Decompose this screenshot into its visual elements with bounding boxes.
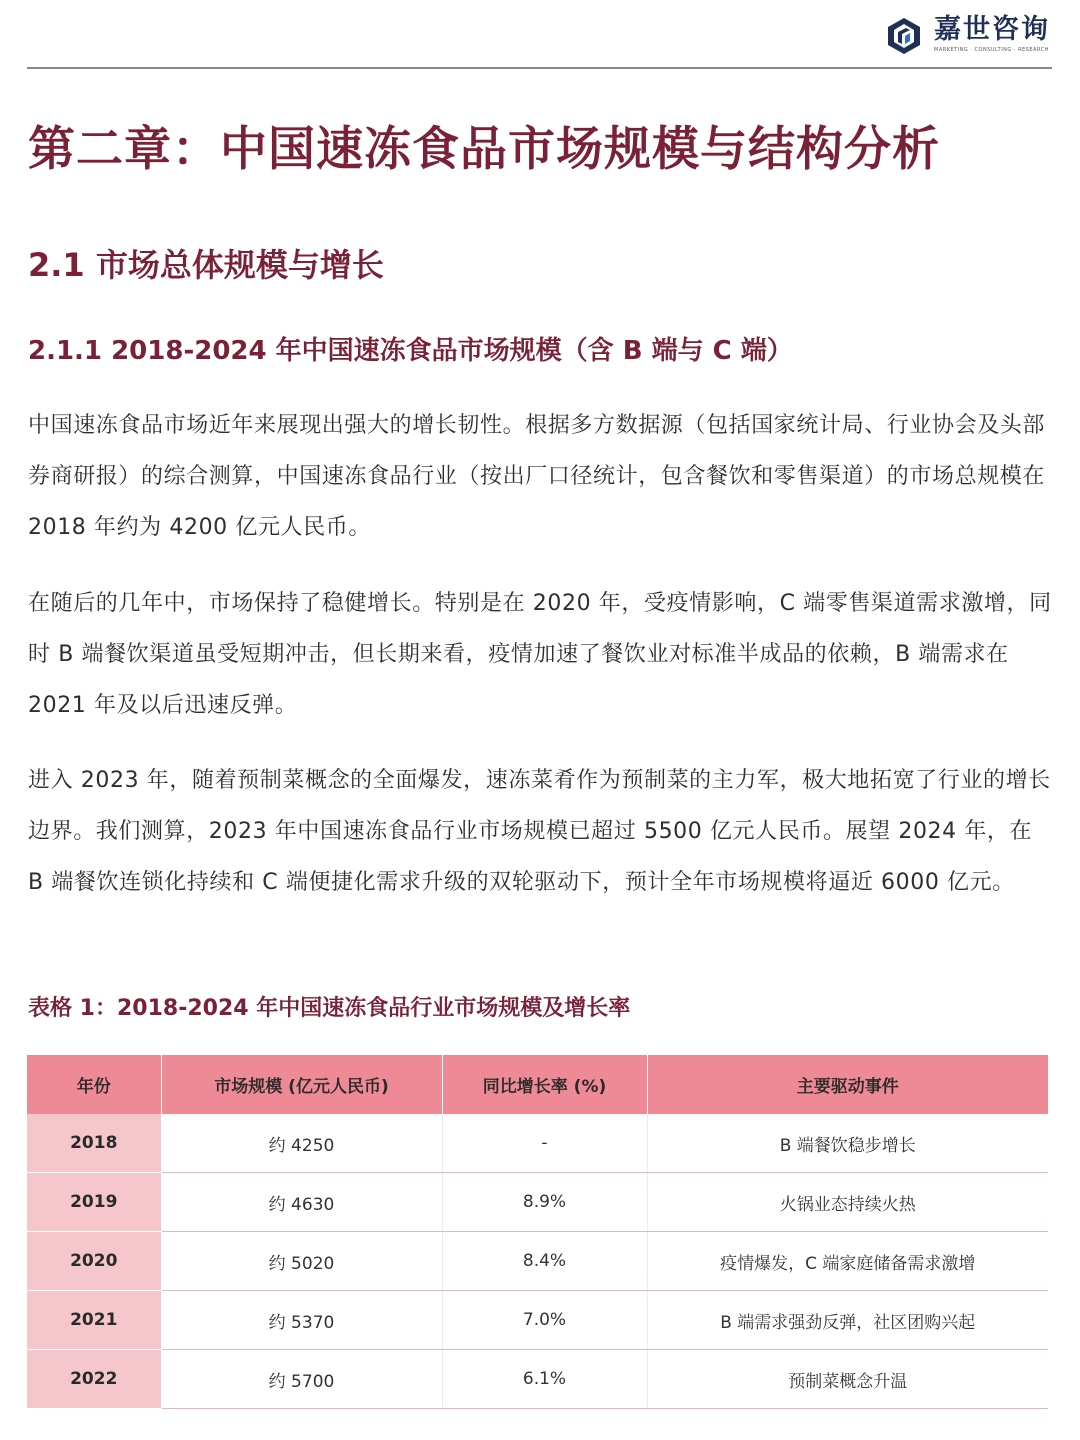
cell-year: 2018 — [27, 1114, 161, 1173]
paragraph-2: 在随后的几年中，市场保持了稳健增长。特别是在 2020 年，受疫情影响，C 端零售渠道需求激增，同时 B 端餐饮渠道虽受短期冲击，但长期来看，疫情加速了餐饮业对标准半成品的依赖，B 端需求在 2021 年及以后迅速反弹。 — [28, 591, 1052, 718]
header-growth-rate: 同比增长率 (%) — [442, 1055, 647, 1114]
table-row — [27, 1173, 1048, 1232]
cell-growth-rate: 7.0% — [442, 1291, 647, 1350]
cell-year: 2021 — [27, 1291, 161, 1350]
table-caption: 表格 1：2018-2024 年中国速冻食品行业市场规模及增长率 — [28, 996, 631, 1021]
cell-market-size: 约 5020 — [161, 1232, 442, 1291]
table-row — [27, 1232, 1048, 1291]
paragraph-1: 中国速冻食品市场近年来展现出强大的增长韧性。根据多方数据源（包括国家统计局、行业协会及头部券商研报）的综合测算，中国速冻食品行业（按出厂口径统计，包含餐饮和零售渠道）的市场总规模在 2018 年约为 4200 亿元人民币。 — [28, 413, 1046, 540]
cell-driver: 疫情爆发，C 端家庭储备需求激增 — [647, 1232, 1048, 1291]
cell-market-size: 约 4630 — [161, 1173, 442, 1232]
cell-market-size: 约 5370 — [161, 1291, 442, 1350]
cell-driver: 火锅业态持续火热 — [647, 1173, 1048, 1232]
cell-growth-rate: 6.1% — [442, 1350, 647, 1409]
chapter-title: 第二章：中国速冻食品市场规模与结构分析 — [28, 122, 940, 177]
cell-year: 2020 — [27, 1232, 161, 1291]
header-drivers: 主要驱动事件 — [647, 1055, 1048, 1114]
cell-market-size: 约 5700 — [161, 1350, 442, 1409]
table-row — [27, 1114, 1048, 1173]
cell-driver: B 端餐饮稳步增长 — [647, 1114, 1048, 1173]
section-title: 2.1 市场总体规模与增长 — [28, 246, 384, 284]
page-header — [0, 0, 1080, 70]
cell-year: 2022 — [27, 1350, 161, 1409]
logo-name: 嘉世咨询 — [934, 14, 1050, 45]
table-row — [27, 1350, 1048, 1409]
header-year: 年份 — [27, 1055, 161, 1114]
header-market-size: 市场规模 (亿元人民币) — [161, 1055, 442, 1114]
cell-year: 2019 — [27, 1173, 161, 1232]
logo-tagline: MARKETING · CONSULTING · RESEARCH — [934, 47, 1049, 53]
subsection-title: 2.1.1 2018-2024 年中国速冻食品市场规模（含 B 端与 C 端） — [28, 336, 793, 366]
header-divider — [27, 67, 1052, 69]
table-row — [27, 1291, 1048, 1350]
brand-logo — [884, 14, 1050, 56]
cell-growth-rate: 8.4% — [442, 1232, 647, 1291]
jiashi-logo-icon — [884, 16, 924, 56]
market-size-table — [27, 1055, 1048, 1409]
cell-growth-rate: 8.9% — [442, 1173, 647, 1232]
paragraph-3: 进入 2023 年，随着预制菜概念的全面爆发，速冻菜肴作为预制菜的主力军，极大地拓宽了行业的增长边界。我们测算，2023 年中国速冻食品行业市场规模已超过 5500 亿元人民币。展望 2024 年，在 B 端餐饮连锁化持续和 C 端便捷化需求升级的双轮驱动下，预计全年市场规模将逼近 6000 亿元。 — [28, 768, 1051, 895]
table-header-row — [27, 1055, 1048, 1114]
cell-growth-rate: - — [442, 1114, 647, 1173]
cell-driver: 预制菜概念升温 — [647, 1350, 1048, 1409]
cell-market-size: 约 4250 — [161, 1114, 442, 1173]
cell-driver: B 端需求强劲反弹，社区团购兴起 — [647, 1291, 1048, 1350]
